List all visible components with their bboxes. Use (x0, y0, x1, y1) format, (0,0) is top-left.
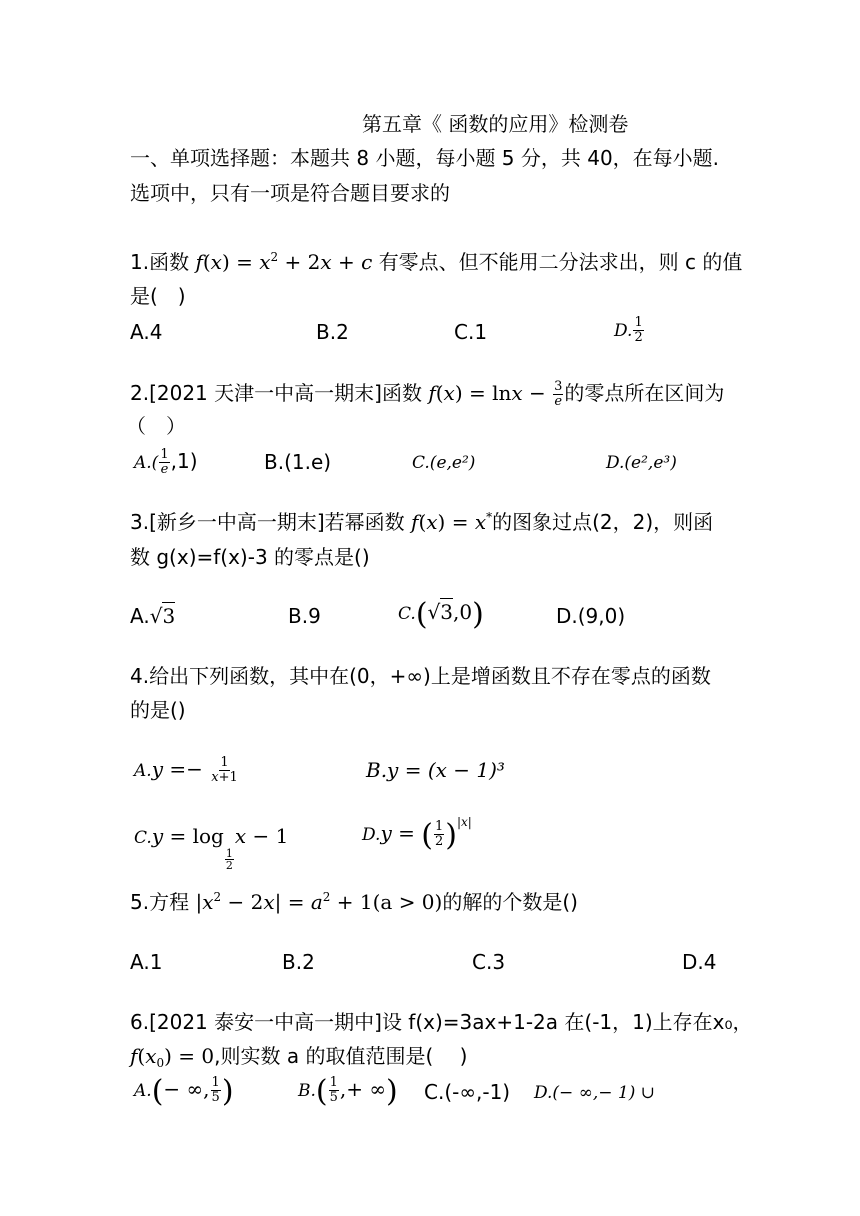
q2-option-d: D.(e²,e³) (606, 453, 677, 473)
q4-option-b: B.y = (x − 1)³ (366, 758, 505, 782)
q1-option-a: A.4 (130, 320, 163, 344)
section-heading-line2: 选项中，只有一项是符合题目要求的 (130, 181, 450, 205)
question-4-line1: 4.给出下列函数，其中在(0，+∞)上是增函数且不存在零点的函数 (130, 664, 711, 688)
q3-option-b: B.9 (288, 604, 321, 628)
question-1-line2: 是( ) (130, 284, 186, 308)
q2-option-b: B.(1.e) (264, 450, 332, 474)
q1-option-c: C.1 (454, 320, 488, 344)
q6-option-c: C.(-∞,-1) (424, 1080, 511, 1104)
question-6-line1: 6.[2021 泰安一中高一期中]设 f(x)=3ax+1-2a 在(-1，1)上存在x₀， (130, 1010, 753, 1034)
q6-option-b: B.( $\frac{1}{5}$ ,+ ∞) (298, 1074, 398, 1109)
q4-option-a: A.y =− $\frac{1}{x+1}$ (134, 755, 238, 785)
question-3-line2: 数 g(x)=f(x)-3 的零点是() (130, 545, 370, 569)
question-6-line2: $f(x_0) = 0$,则实数 a 的取值范围是( ) (130, 1044, 468, 1070)
q5-option-a: A.1 (130, 950, 163, 974)
q5-option-d: D.4 (682, 950, 717, 974)
question-5-line1: 5.方程 $|x^2 - 2x| = a^2 + 1(a > 0)$的解的个数是() (130, 890, 578, 914)
q1-option-b: B.2 (316, 320, 349, 344)
q4-option-d: D.y = ( $\frac{1}{2}$ )$^{|x|}$ (362, 815, 472, 853)
q2-option-a: A.( $\frac{1}{e}$ ,1) (134, 447, 198, 477)
q6-option-d: D.(− ∞,− 1) ∪ (534, 1083, 656, 1103)
question-2-line2: （ ） (126, 414, 186, 438)
q3-option-c: C.(√3,0) (398, 597, 484, 632)
q2-option-c: C.(e,e²) (412, 453, 476, 473)
question-3-line1: 3.[新乡一中高一期末]若幂函数 f(x) = x*的图象过点(2，2)，则函 (130, 510, 714, 534)
q5-option-b: B.2 (282, 950, 315, 974)
question-4-line2: 的是() (130, 698, 186, 722)
page-title: 第五章《 函数的应用》检测卷 (362, 112, 629, 136)
q5-option-c: C.3 (472, 950, 506, 974)
q6-option-a: A.(− ∞, $\frac{1}{5}$ ) (134, 1074, 234, 1109)
section-heading-line1: 一、单项选择题：本题共 8 小题，每小题 5 分，共 40，在每小题. (130, 146, 720, 170)
question-2-line1: 2.[2021 天津一中高一期末]函数 f(x) = lnx − $\frac{3}{e}$ 的零点所在区间为 (130, 379, 725, 409)
q4-option-c: C.y = log $_{\frac{1}{2}}$ x − 1 (134, 824, 289, 872)
question-1-text: 有零点、但不能用二分法求出，则 c 的值 (378, 250, 743, 274)
question-1-line1: 1.函数 $f(x) = x^2 + 2x + c$ 有零点、但不能用二分法求出，则 c 的值 (130, 250, 743, 274)
question-1-number: 1.函数 (130, 250, 190, 274)
q3-option-d: D.(9,0) (556, 604, 626, 628)
q1-option-d: D. $\frac{1}{2}$ (614, 315, 643, 345)
q3-option-a: A.√3 (130, 604, 176, 628)
question-1-formula: f (195, 250, 203, 274)
